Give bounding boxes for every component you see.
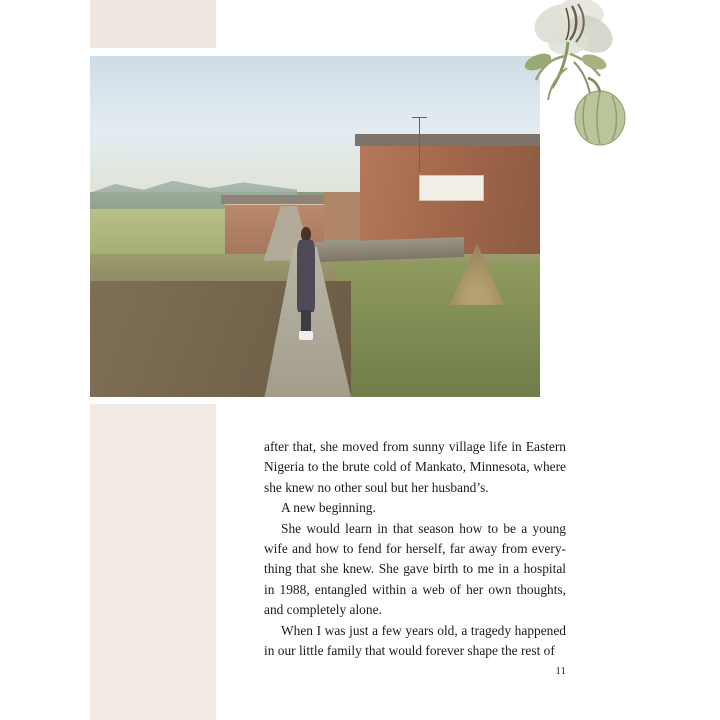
page-photograph (90, 56, 540, 397)
photo-person-body (297, 240, 315, 312)
body-text-column (264, 437, 566, 661)
photo-person-legs (301, 310, 312, 333)
decorative-block-bottom (90, 404, 216, 720)
photo-grass (338, 261, 541, 397)
flower-icon (529, 0, 619, 60)
photo-person (295, 227, 318, 343)
photo-antenna-icon (419, 117, 420, 172)
page-number: 11 (555, 665, 566, 677)
photo-person-head (301, 227, 312, 242)
gourd-icon (575, 78, 625, 145)
decorative-block-top (90, 0, 216, 48)
paragraph: She would learn in that season how to be a young wife and how to fend for herself, far away from everything that she knew. She gave birth to me in a hospital in 1988, entangled within a web of her own thoughts, and completely alone. (264, 520, 566, 618)
photo-person-shoes (299, 331, 313, 340)
photo-wall-sign (419, 175, 484, 201)
paragraph: A new beginning. (281, 500, 376, 516)
botanical-illustration (508, 0, 636, 166)
paragraph: after that, she moved from sunny village life in Eastern Nigeria to the brute cold of Mankato, Minnesota, where she knew no other soul but her husband’s. (264, 439, 566, 495)
paragraph: When I was just a few years old, a tragedy happened in our little family that would forever shape the rest of (264, 622, 566, 659)
photo-house-left-roof (221, 195, 328, 204)
